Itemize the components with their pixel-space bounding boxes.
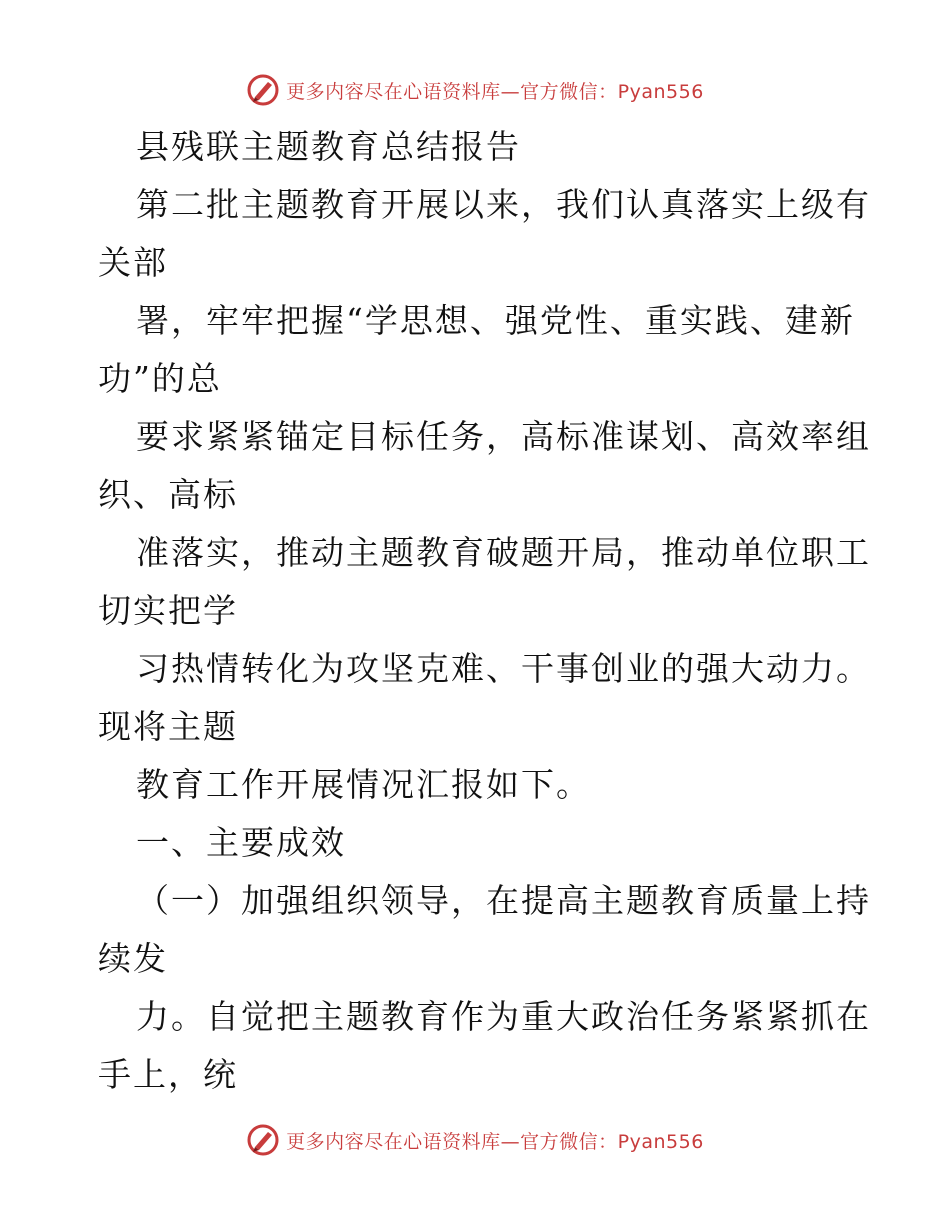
paragraph-line: 第二批主题教育开展以来，我们认真落实上级有 (136, 185, 871, 224)
paragraph-line: 切实把学 (98, 591, 238, 630)
paragraph-line: 署，牢牢把握“学思想、强党性、重实践、建新 (136, 301, 855, 340)
paragraph-line: 准落实，推动主题教育破题开局，推动单位职工 (136, 533, 871, 572)
paragraph-line: 一、主要成效 (136, 823, 346, 862)
paragraph-line: 力。自觉把主题教育作为重大政治任务紧紧抓在 (136, 997, 871, 1036)
paragraph-line: 功”的总 (98, 359, 222, 398)
paragraph-line: 手上，统 (98, 1055, 238, 1094)
paragraph-line: 关部 (98, 243, 168, 282)
paragraph-line: 教育工作开展情况汇报如下。 (136, 765, 591, 804)
watermark-text-bottom: 更多内容尽在心语资料库—官方微信：Pyan556 (286, 1130, 704, 1153)
watermark-banner-bottom (0, 1120, 950, 1160)
watermark-banner-top (0, 70, 950, 110)
pen-circle-logo-icon (246, 73, 280, 107)
document-body (98, 118, 871, 1104)
paragraph-line: 现将主题 (98, 707, 238, 746)
paragraph-line: 织、高标 (98, 475, 238, 514)
paragraph-line: 续发 (98, 939, 168, 978)
paragraph-line: （一）加强组织领导，在提高主题教育质量上持 (136, 881, 871, 920)
watermark-text-top: 更多内容尽在心语资料库—官方微信：Pyan556 (286, 80, 704, 103)
pen-circle-logo-icon (246, 1123, 280, 1157)
document-title: 县残联主题教育总结报告 (136, 127, 521, 166)
paragraph-line: 要求紧紧锚定目标任务，高标准谋划、高效率组 (136, 417, 871, 456)
paragraph-line: 习热情转化为攻坚克难、干事创业的强大动力。 (136, 649, 871, 688)
